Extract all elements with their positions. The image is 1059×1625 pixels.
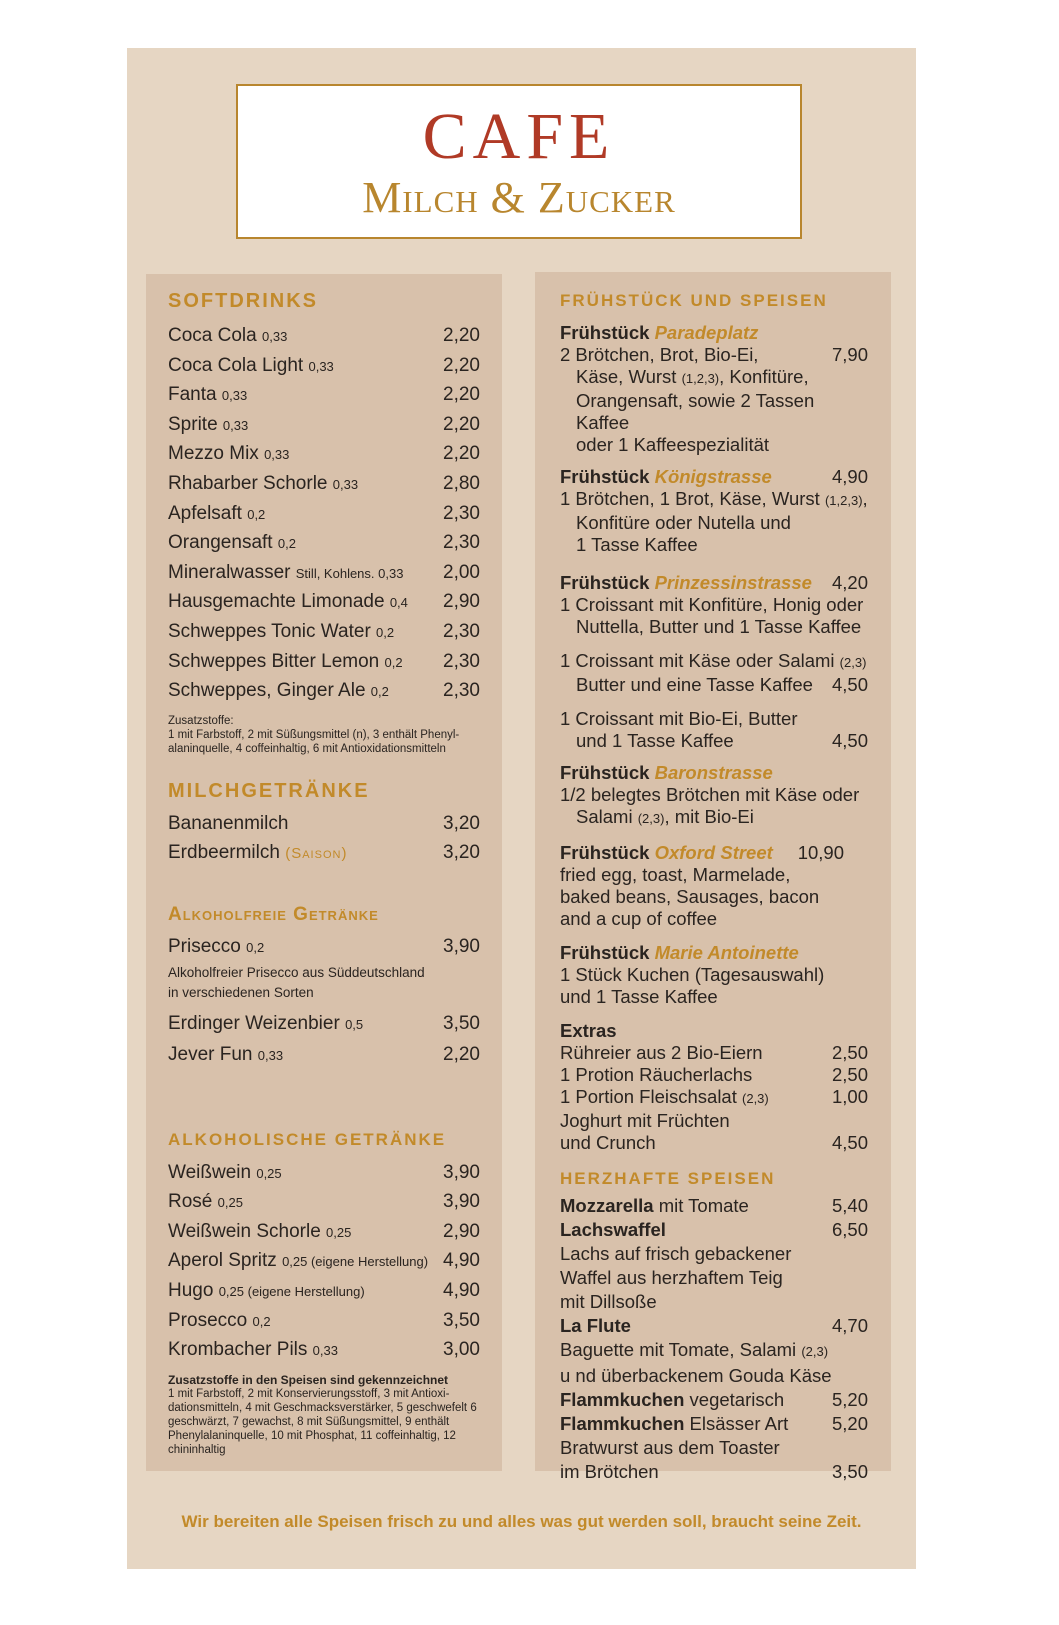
item-price: 2,20: [443, 384, 480, 406]
menu-item: [168, 410, 480, 440]
item-line: Orangensaft, sowie 2 Tassen Kaffee: [576, 390, 815, 433]
item-name: Flammkuchen: [560, 1389, 685, 1410]
item-line: Bratwurst aus dem Toaster: [560, 1437, 780, 1458]
menu-item: [168, 1187, 480, 1217]
item-size: 0,2: [376, 624, 395, 640]
item-size: 0,33: [262, 329, 288, 344]
item-size: 0,33: [308, 358, 334, 374]
cafe-subtitle: Milch & Zucker: [362, 173, 676, 222]
item-price: 7,90: [831, 344, 868, 365]
item-line: Waffel aus herzhaftem Teig: [560, 1267, 783, 1288]
item-name: Prisecco: [168, 935, 241, 957]
item-price: 2,20: [443, 413, 480, 435]
item-name: Mozzarella: [560, 1195, 654, 1216]
fruehstueck-heading: FRÜHSTÜCK UND SPEISEN: [560, 291, 828, 310]
item-name: Marie Antoinette: [654, 942, 799, 963]
title-box: [236, 84, 802, 239]
item-line: 1 Croissant mit Käse oder Salami: [560, 650, 835, 671]
item-size: 0,33: [257, 1048, 284, 1064]
item-size: 0,4: [389, 595, 408, 611]
item-name: Oxford Street: [654, 842, 773, 863]
item-size: 0,2: [252, 1313, 271, 1329]
item-name: Baronstrasse: [654, 762, 773, 783]
item-size: 0,33: [312, 1343, 338, 1359]
item-name: Aperol Spritz: [168, 1250, 277, 1272]
item-name: Schweppes, Ginger Ale: [168, 680, 366, 702]
item-line: Nuttella, Butter und 1 Tasse Kaffee: [576, 616, 862, 637]
item-additives: (2,3): [742, 1091, 769, 1106]
footer-note: Wir bereiten alle Speisen frisch zu und alles was gut werden soll, braucht seine Zeit.: [181, 1512, 862, 1531]
alkoholisch-heading: ALKOHOLISCHE GETRÄNKE: [168, 1129, 447, 1149]
extras-heading: Extras: [560, 1020, 617, 1041]
menu-item: [168, 809, 480, 839]
breakfast-marie-antoinette: [560, 942, 868, 1008]
item-name: Erdbeermilch: [168, 842, 280, 864]
item-name: Hugo: [168, 1280, 214, 1302]
item-la-flute: [560, 1314, 868, 1338]
item-name: Rosé: [168, 1191, 213, 1213]
item-size: 0,2: [370, 684, 389, 700]
item-price: 4,90: [831, 466, 868, 487]
item-line: Salami: [576, 806, 633, 827]
item-price: 4,90: [443, 1280, 480, 1302]
item-additives: (2,3): [839, 655, 867, 670]
item-name: Apfelsaft: [168, 502, 242, 524]
left-column: [168, 290, 480, 1457]
menu-item: [168, 1217, 480, 1247]
item-additives: (2,3): [637, 811, 665, 826]
right-column: [560, 290, 868, 1484]
softdrinks-heading: SOFTDRINKS: [168, 290, 318, 312]
item-price: 3,50: [443, 1309, 480, 1331]
breakfast-oxford-street: [560, 842, 868, 930]
item-name: Prosecco: [168, 1309, 248, 1331]
item-name: Mineralwasser: [168, 561, 291, 583]
item-line: und 1 Tasse Kaffee: [576, 730, 734, 751]
item-size: 0,33: [264, 447, 290, 463]
item-price: 4,50: [831, 1132, 868, 1153]
item-price: 2,00: [443, 561, 480, 583]
alkoholfrei-heading: Alkoholfreie Getränke: [168, 903, 379, 925]
item-line: 1 Croissant mit Konfitüre, Honig oder: [560, 594, 864, 615]
item-label: Frühstück: [560, 842, 650, 863]
item-price: 5,20: [831, 1389, 868, 1410]
item-name: Schweppes Tonic Water: [168, 620, 371, 642]
item-price: 5,40: [831, 1195, 868, 1216]
item-name: Sprite: [168, 413, 218, 435]
item-line: vegetarisch: [684, 1389, 785, 1410]
menu-item: [168, 1246, 480, 1276]
item-price: 2,90: [443, 591, 480, 613]
menu-item: [168, 321, 480, 351]
item-label: Frühstück: [560, 762, 650, 783]
menu-item: [168, 380, 480, 410]
item-line: ,: [862, 488, 868, 509]
item-size: 0,2: [247, 506, 266, 522]
item-name: Fanta: [168, 384, 217, 406]
cafe-title: CAFE: [422, 100, 616, 173]
item-price: 4,50: [831, 730, 868, 751]
item-price: 4,70: [831, 1315, 868, 1336]
item-price: 3,50: [831, 1461, 868, 1482]
item-name: Lachswaffel: [560, 1219, 666, 1240]
item-line: 1 Stück Kuchen (Tagesauswahl): [560, 964, 825, 985]
croissant-kaese-option: [560, 650, 868, 696]
softdrinks-note: [168, 714, 480, 756]
speisen-note-text: 1 mit Farbstoff, 2 mit Konservierungsstoff, 3 mit Antioxi-dationsmitteln, 4 mit Geschmacksverstärker, 5 geschwefelt 6 geschwärzt, 7 gewachst, 8 mit Süßungsmittel, 9 enthält Phenylalaninquelle, 10 mit Phosphat, 11 coffeinhaltig, 12 chininhaltig: [168, 1387, 477, 1456]
menu-item: [168, 838, 480, 868]
item-line: 1 Protion Räucherlachs: [560, 1064, 753, 1085]
item-line: mit Dillsoße: [560, 1291, 657, 1312]
menu-item: [168, 528, 480, 558]
softdrinks-list: [168, 321, 480, 706]
item-price: 3,90: [443, 1161, 480, 1183]
item-line: u nd überbackenem Gouda Käse: [560, 1365, 832, 1386]
item-line: , mit Bio-Ei: [664, 806, 754, 827]
item-line: 1 Brötchen, 1 Brot, Käse, Wurst: [560, 488, 820, 509]
item-line: , Konfitüre,: [719, 366, 809, 387]
item-size: 0,25: [256, 1165, 282, 1181]
item-description: Alkoholfreier Prisecco aus Süddeutschland in verschiedenen Sorten: [168, 964, 425, 1000]
item-price: 3,90: [443, 1191, 480, 1213]
item-price: 4,90: [443, 1250, 480, 1272]
speisen-note-title: Zusatzstoffe in den Speisen sind gekennzeichnet: [168, 1372, 449, 1387]
item-line: Rühreier aus 2 Bio-Eiern: [560, 1042, 763, 1063]
item-line: und 1 Tasse Kaffee: [560, 986, 718, 1007]
alkoholisch-list: [168, 1158, 480, 1365]
menu-item: [168, 1040, 480, 1070]
item-line: oder 1 Kaffeespezialität: [576, 434, 770, 455]
item-additives: (1,2,3): [824, 493, 863, 508]
item-price: 2,30: [443, 650, 480, 672]
item-name: Orangensaft: [168, 532, 273, 554]
item-price: 10,90: [797, 842, 844, 863]
item-line: Elsässer Art: [684, 1413, 789, 1434]
breakfast-paradeplatz: [560, 322, 868, 456]
item-line: und Crunch: [560, 1132, 656, 1153]
item-line: Butter und eine Tasse Kaffee: [576, 674, 813, 695]
item-name: Coca Cola: [168, 325, 257, 346]
herzhaft-heading: HERZHAFTE SPEISEN: [560, 1169, 776, 1188]
item-price: 4,20: [831, 572, 868, 593]
croissant-ei-option: [560, 708, 868, 752]
item-line: Baguette mit Tomate, Salami: [560, 1339, 797, 1360]
item-line: Konfitüre oder Nutella und: [576, 512, 791, 533]
item-name: Prinzessinstrasse: [654, 572, 812, 593]
softdrinks-note-text: 1 mit Farbstoff, 2 mit Süßungsmittel (n), 3 enthält Phenyl-alaninquelle, 4 coffeinhaltig, 6 mit Antioxidationsmitteln: [168, 728, 460, 755]
item-extra: (Saison): [285, 845, 348, 863]
item-price: 2,20: [443, 1044, 480, 1066]
item-price: 2,50: [831, 1042, 868, 1063]
menu-item: [168, 932, 480, 1003]
item-size: 0,25 (eigene Herstellung): [218, 1284, 365, 1300]
item-flammkuchen-vegetarisch: [560, 1388, 868, 1412]
item-name: Rhabarber Schorle: [168, 472, 328, 494]
item-line: 1 Croissant mit Bio-Ei, Butter: [560, 708, 798, 729]
item-line: 2 Brötchen, Brot, Bio-Ei,: [560, 344, 759, 365]
item-price: 5,20: [831, 1413, 868, 1434]
menu-item: [168, 587, 480, 617]
menu-item: [168, 499, 480, 529]
item-size: 0,2: [384, 654, 403, 670]
item-price: 4,50: [831, 674, 868, 695]
menu-item: [168, 469, 480, 499]
item-name: Bananenmilch: [168, 812, 289, 834]
item-line: and a cup of coffee: [560, 908, 718, 929]
breakfast-baronstrasse: [560, 762, 868, 830]
item-name: Flammkuchen: [560, 1413, 685, 1434]
item-line: Lachs auf frisch gebackener: [560, 1243, 792, 1264]
item-price: 3,00: [443, 1339, 480, 1361]
milch-heading: MILCHGETRÄNKE: [168, 779, 370, 802]
item-size: 0,2: [277, 536, 296, 552]
item-line: 1 Tasse Kaffee: [576, 534, 698, 555]
item-price: 2,30: [443, 620, 480, 642]
item-price: 1,00: [831, 1086, 868, 1107]
item-name: Jever Fun: [168, 1044, 253, 1066]
item-price: 2,30: [443, 532, 480, 554]
item-price: 2,50: [831, 1064, 868, 1085]
item-name: Krombacher Pils: [168, 1339, 308, 1361]
item-line: Joghurt mit Früchten: [560, 1110, 730, 1131]
item-price: 6,50: [831, 1219, 868, 1240]
softdrinks-note-title: Zusatzstoffe:: [168, 714, 234, 727]
item-size: 0,33: [332, 476, 359, 492]
item-label: Frühstück: [560, 466, 650, 487]
menu-item: [168, 1158, 480, 1188]
menu-item: [168, 558, 480, 588]
item-size: 0,2: [246, 939, 265, 955]
item-size: 0,5: [345, 1016, 364, 1032]
item-mozzarella: [560, 1194, 868, 1218]
menu-item: [168, 1009, 480, 1039]
item-price: 3,20: [443, 842, 480, 864]
breakfast-prinzessinstrasse: [560, 572, 868, 638]
item-additives: (1,2,3): [681, 371, 720, 386]
item-name: Weißwein Schorle: [168, 1220, 321, 1242]
item-label: Frühstück: [560, 572, 650, 593]
item-price: 2,30: [443, 680, 480, 702]
speisen-note: [168, 1373, 480, 1457]
item-name: Paradeplatz: [654, 322, 759, 343]
item-additives: (2,3): [801, 1344, 829, 1359]
item-name: Erdinger Weizenbier: [168, 1012, 340, 1034]
item-name: Mezzo Mix: [168, 443, 259, 465]
item-name: La Flute: [560, 1315, 631, 1336]
item-lachswaffel: [560, 1218, 868, 1242]
item-name: Weißwein: [168, 1161, 252, 1183]
item-line: mit Tomate: [653, 1195, 749, 1216]
item-size: 0,33: [222, 417, 249, 433]
item-line: baked beans, Sausages, bacon: [560, 886, 820, 907]
item-price: 2,90: [443, 1220, 480, 1242]
item-price: 3,20: [443, 812, 480, 834]
item-price: 2,30: [443, 502, 480, 524]
item-name: Hausgemachte Limonade: [168, 591, 385, 613]
item-price: 3,90: [443, 935, 480, 957]
item-name: Schweppes Bitter Lemon: [168, 650, 380, 672]
item-price: 2,80: [443, 472, 480, 494]
menu-item: [168, 439, 480, 469]
extras-section: [560, 1020, 868, 1154]
item-label: Frühstück: [560, 942, 650, 963]
item-line: Käse, Wurst: [576, 366, 677, 387]
breakfast-koenigstrasse: [560, 466, 868, 556]
item-price: 3,50: [443, 1012, 480, 1034]
item-price: 2,20: [443, 354, 480, 376]
item-price: 2,20: [443, 325, 480, 346]
menu-item: [168, 1276, 480, 1306]
item-label: Frühstück: [560, 322, 650, 343]
item-line: 1/2 belegtes Brötchen mit Käse oder: [560, 784, 860, 805]
item-size: 0,25: [326, 1224, 352, 1240]
item-flammkuchen-elsaesser: [560, 1412, 868, 1436]
item-size: 0,33: [221, 388, 248, 404]
menu-item: [168, 676, 480, 706]
item-line: im Brötchen: [560, 1461, 659, 1482]
menu-item: [168, 1306, 480, 1336]
item-size: Still, Kohlens. 0,33: [295, 565, 404, 581]
menu-item: [168, 647, 480, 677]
item-price: 2,20: [443, 443, 480, 465]
item-name: Coca Cola Light: [168, 354, 304, 376]
item-size: 0,25 (eigene Herstellung): [282, 1254, 429, 1270]
item-line: fried egg, toast, Marmelade,: [560, 864, 791, 885]
menu-item: [168, 1335, 480, 1365]
menu-item: [168, 351, 480, 381]
item-line: 1 Portion Fleischsalat: [560, 1086, 737, 1107]
item-size: 0,25: [217, 1195, 243, 1211]
item-name: Königstrasse: [654, 466, 772, 487]
menu-item: [168, 617, 480, 647]
